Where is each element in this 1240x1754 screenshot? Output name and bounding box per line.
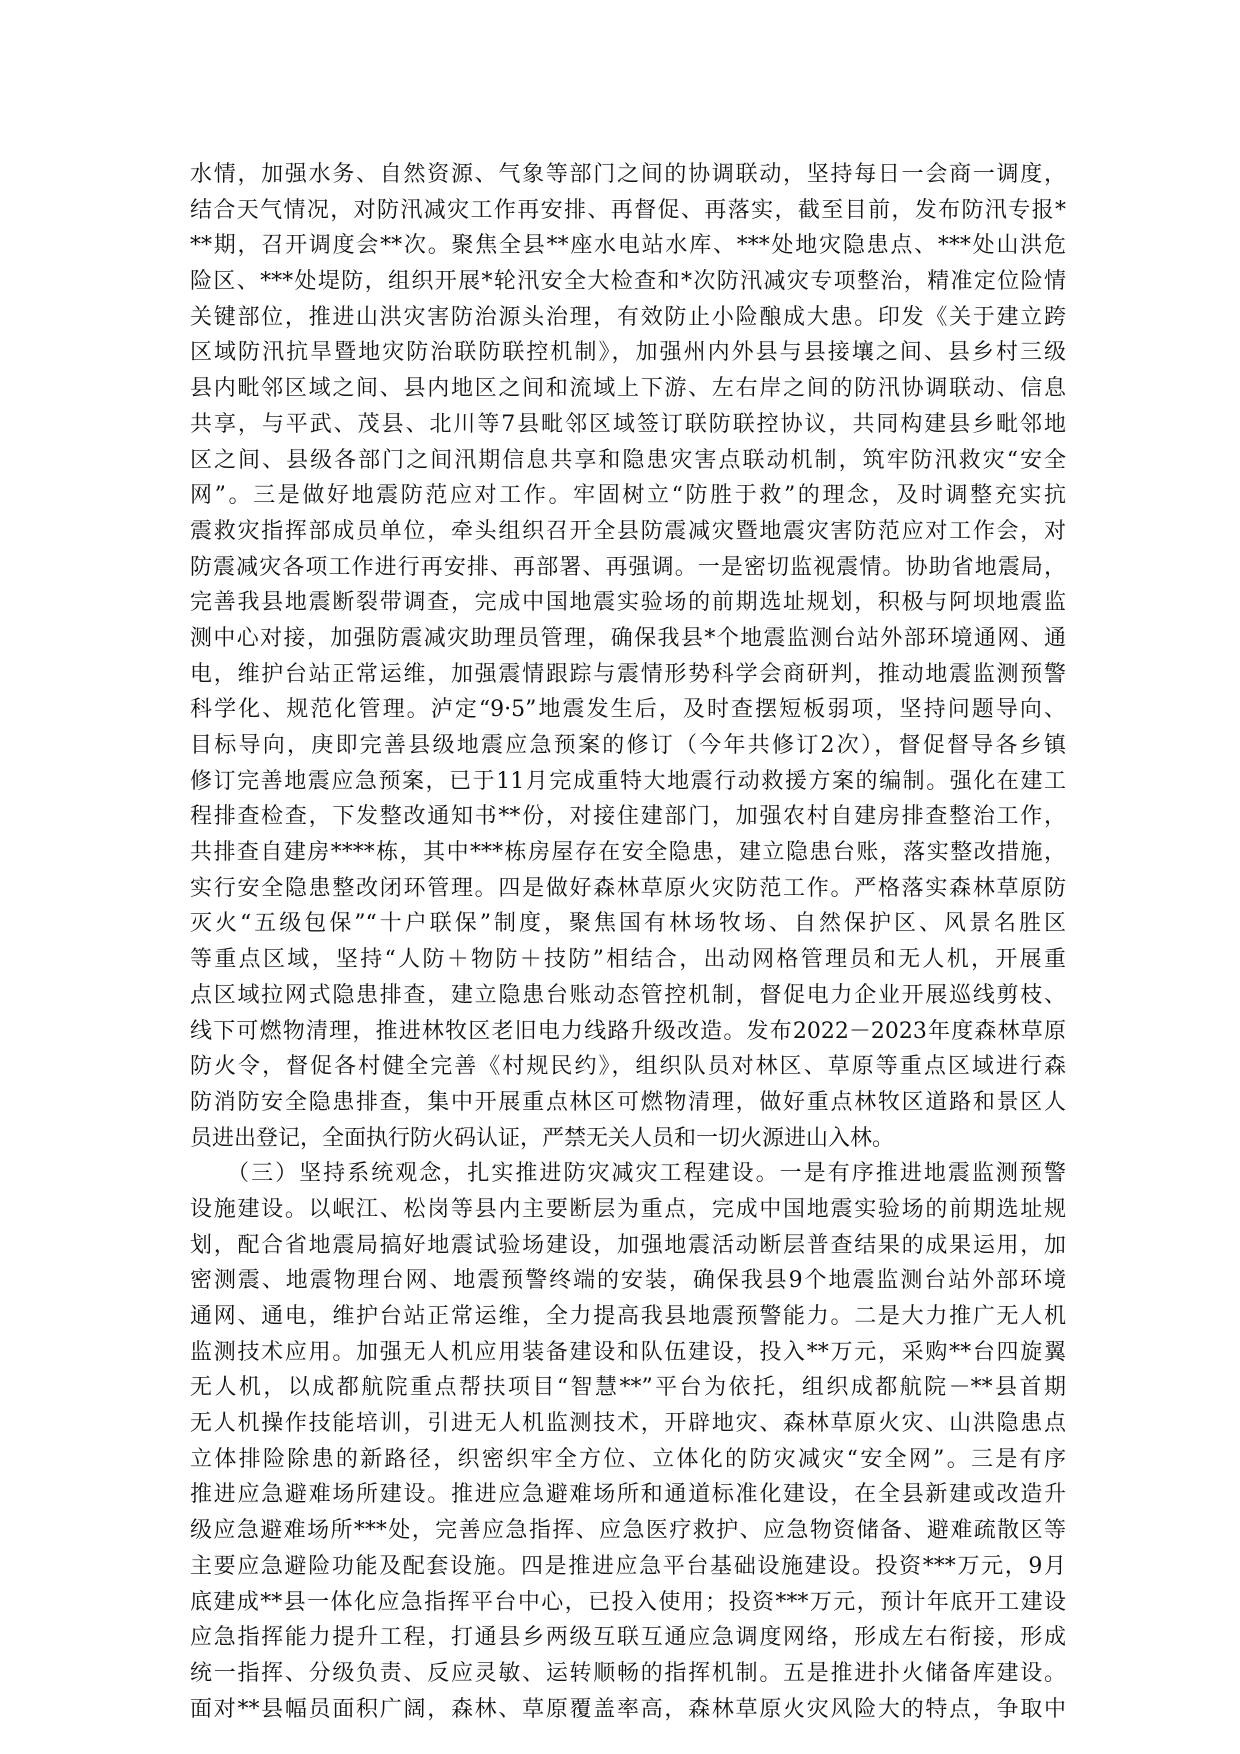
text-line: 设施建设。以岷江、松岗等县内主要断层为重点，完成中国地震实验场的前期选址规 xyxy=(190,1196,1066,1222)
text-line: 等重点区域，坚持“人防＋物防＋技防”相结合，出动网格管理员和无人机，开展重 xyxy=(190,947,1066,973)
text-line: 防震减灾各项工作进行再安排、再部署、再强调。一是密切监视震情。协助省地震局， xyxy=(190,554,1066,580)
body-text xyxy=(190,157,1066,1727)
text-line: 区域防汛抗旱暨地灾防治联防联控机制》，加强州内外县与县接壤之间、县乡村三级 xyxy=(190,340,1066,366)
text-line: 结合天气情况，对防汛减灾工作再安排、再督促、再落实，截至目前，发布防汛专报* xyxy=(190,197,1066,223)
text-line: 通网、通电，维护台站正常运维，全力提高我县地震预警能力。二是大力推广无人机 xyxy=(190,1304,1066,1329)
text-line: 密测震、地震物理台网、地震预警终端的安装，确保我县9个地震监测台站外部环境 xyxy=(190,1268,1066,1294)
text-line: 员进出登记，全面执行防火码认证，严禁无关人员和一切火源进山入林。 xyxy=(190,1125,895,1151)
text-line: 点区域拉网式隐患排查，建立隐患台账动态管控机制，督促电力企业开展巡线剪枝、 xyxy=(190,982,1066,1008)
text-line: 实行安全隐患整改闭环管理。四是做好森林草原火灾防范工作。严格落实森林草原防 xyxy=(190,875,1066,901)
text-line: 网”。三是做好地震防范应对工作。牢固树立“防胜于救”的理念，及时调整充实抗 xyxy=(190,483,1066,509)
text-line: 水情，加强水务、自然资源、气象等部门之间的协调联动，坚持每日一会商一调度， xyxy=(190,162,1066,187)
text-line: 目标导向，庚即完善县级地震应急预案的修订（今年共修订2次），督促督导各乡镇 xyxy=(190,733,1066,758)
text-line: 统一指挥、分级负责、反应灵敏、运转顺畅的指挥机制。五是推进扑火储备库建设。 xyxy=(190,1660,1066,1686)
text-line: 灭火“五级包保”“十户联保”制度，聚焦国有林场牧场、自然保护区、风景名胜区 xyxy=(190,911,1066,937)
text-line: 县内毗邻区域之间、县内地区之间和流域上下游、左右岸之间的防汛协调联动、信息 xyxy=(190,376,1066,402)
text-line: 面对**县幅员面积广阔，森林、草原覆盖率高，森林草原火灾风险大的特点，争取中 xyxy=(190,1696,1066,1722)
text-line: 无人机，以成都航院重点帮扶项目“智慧**”平台为依托，组织成都航院－**县首期 xyxy=(190,1375,1066,1401)
text-line: 测中心对接，加强防震减灾助理员管理，确保我县*个地震监测台站外部环境通网、通 xyxy=(190,625,1066,651)
text-line: 修订完善地震应急预案，已于11月完成重特大地震行动救援方案的编制。强化在建工 xyxy=(190,768,1066,794)
text-line: 监测技术应用。加强无人机应用装备建设和队伍建设，投入**万元，采购**台四旋翼 xyxy=(190,1339,1066,1365)
text-line: 共排查自建房****栋，其中***栋房屋存在安全隐患，建立隐患台账，落实整改措施， xyxy=(190,840,1066,866)
text-line: 科学化、规范化管理。泸定“9·5”地震发生后，及时查摆短板弱项，坚持问题导向、 xyxy=(190,697,1066,723)
text-line: 程排查检查，下发整改通知书**份，对接住建部门，加强农村自建房排查整治工作， xyxy=(190,804,1066,830)
text-line: 应急指挥能力提升工程，打通县乡两级互联互通应急调度网络，形成左右衔接，形成 xyxy=(190,1625,1066,1651)
text-line: 级应急避难场所***处，完善应急指挥、应急医疗救护、应急物资储备、避难疏散区等 xyxy=(190,1518,1066,1544)
text-line: 电，维护台站正常运维，加强震情跟踪与震情形势科学会商研判，推动地震监测预警 xyxy=(190,661,1066,687)
text-line: 主要应急避险功能及配套设施。四是推进应急平台基础设施建设。投资***万元，9月 xyxy=(190,1553,1066,1579)
text-line: 立体排险除患的新路径，织密织牢全方位、立体化的防灾减灾“安全网”。三是有序 xyxy=(190,1446,1066,1472)
text-line: 区之间、县级各部门之间汛期信息共享和隐患灾害点联动机制，筑牢防汛救灾“安全 xyxy=(190,447,1066,473)
text-line: 线下可燃物清理，推进林牧区老旧电力线路升级改造。发布2022－2023年度森林草原 xyxy=(190,1018,1066,1044)
text-line: 防火令，督促各村健全完善《村规民约》，组织队员对林区、草原等重点区域进行森 xyxy=(190,1054,1066,1080)
text-line: 划，配合省地震局搞好地震试验场建设，加强地震活动断层普查结果的成果运用，加 xyxy=(190,1232,1066,1258)
text-line: **期，召开调度会**次。聚焦全县**座水电站水库、***处地灾隐患点、***处山洪危 xyxy=(190,233,1066,259)
text-line: 震救灾指挥部成员单位，牵头组织召开全县防震减灾暨地震灾害防范应对工作会，对 xyxy=(190,518,1066,544)
text-line: 底建成**县一体化应急指挥平台中心，已投入使用；投资***万元，预计年底开工建设 xyxy=(190,1589,1066,1615)
text-line: 关键部位，推进山洪灾害防治源头治理，有效防止小险酿成大患。印发《关于建立跨 xyxy=(190,304,1066,330)
text-line: 防消防安全隐患排查，集中开展重点林区可燃物清理，做好重点林牧区道路和景区人 xyxy=(190,1089,1066,1115)
text-line: 无人机操作技能培训，引进无人机监测技术，开辟地灾、森林草原火灾、山洪隐患点 xyxy=(190,1411,1066,1437)
text-line: 共享，与平武、茂县、北川等7县毗邻区域签订联防联控协议，共同构建县乡毗邻地 xyxy=(190,411,1066,437)
text-line: 险区、***处堤防，组织开展*轮汛安全大检查和*次防汛减灾专项整治，精准定位险情 xyxy=(190,269,1066,295)
text-line: （三）坚持系统观念，扎实推进防灾减灾工程建设。一是有序推进地震监测预警 xyxy=(190,1161,1066,1187)
text-line: 推进应急避难场所建设。推进应急避难场所和通道标准化建设，在全县新建或改造升 xyxy=(190,1482,1066,1508)
text-line: 完善我县地震断裂带调查，完成中国地震实验场的前期选址规划，积极与阿坝地震监 xyxy=(190,590,1066,616)
